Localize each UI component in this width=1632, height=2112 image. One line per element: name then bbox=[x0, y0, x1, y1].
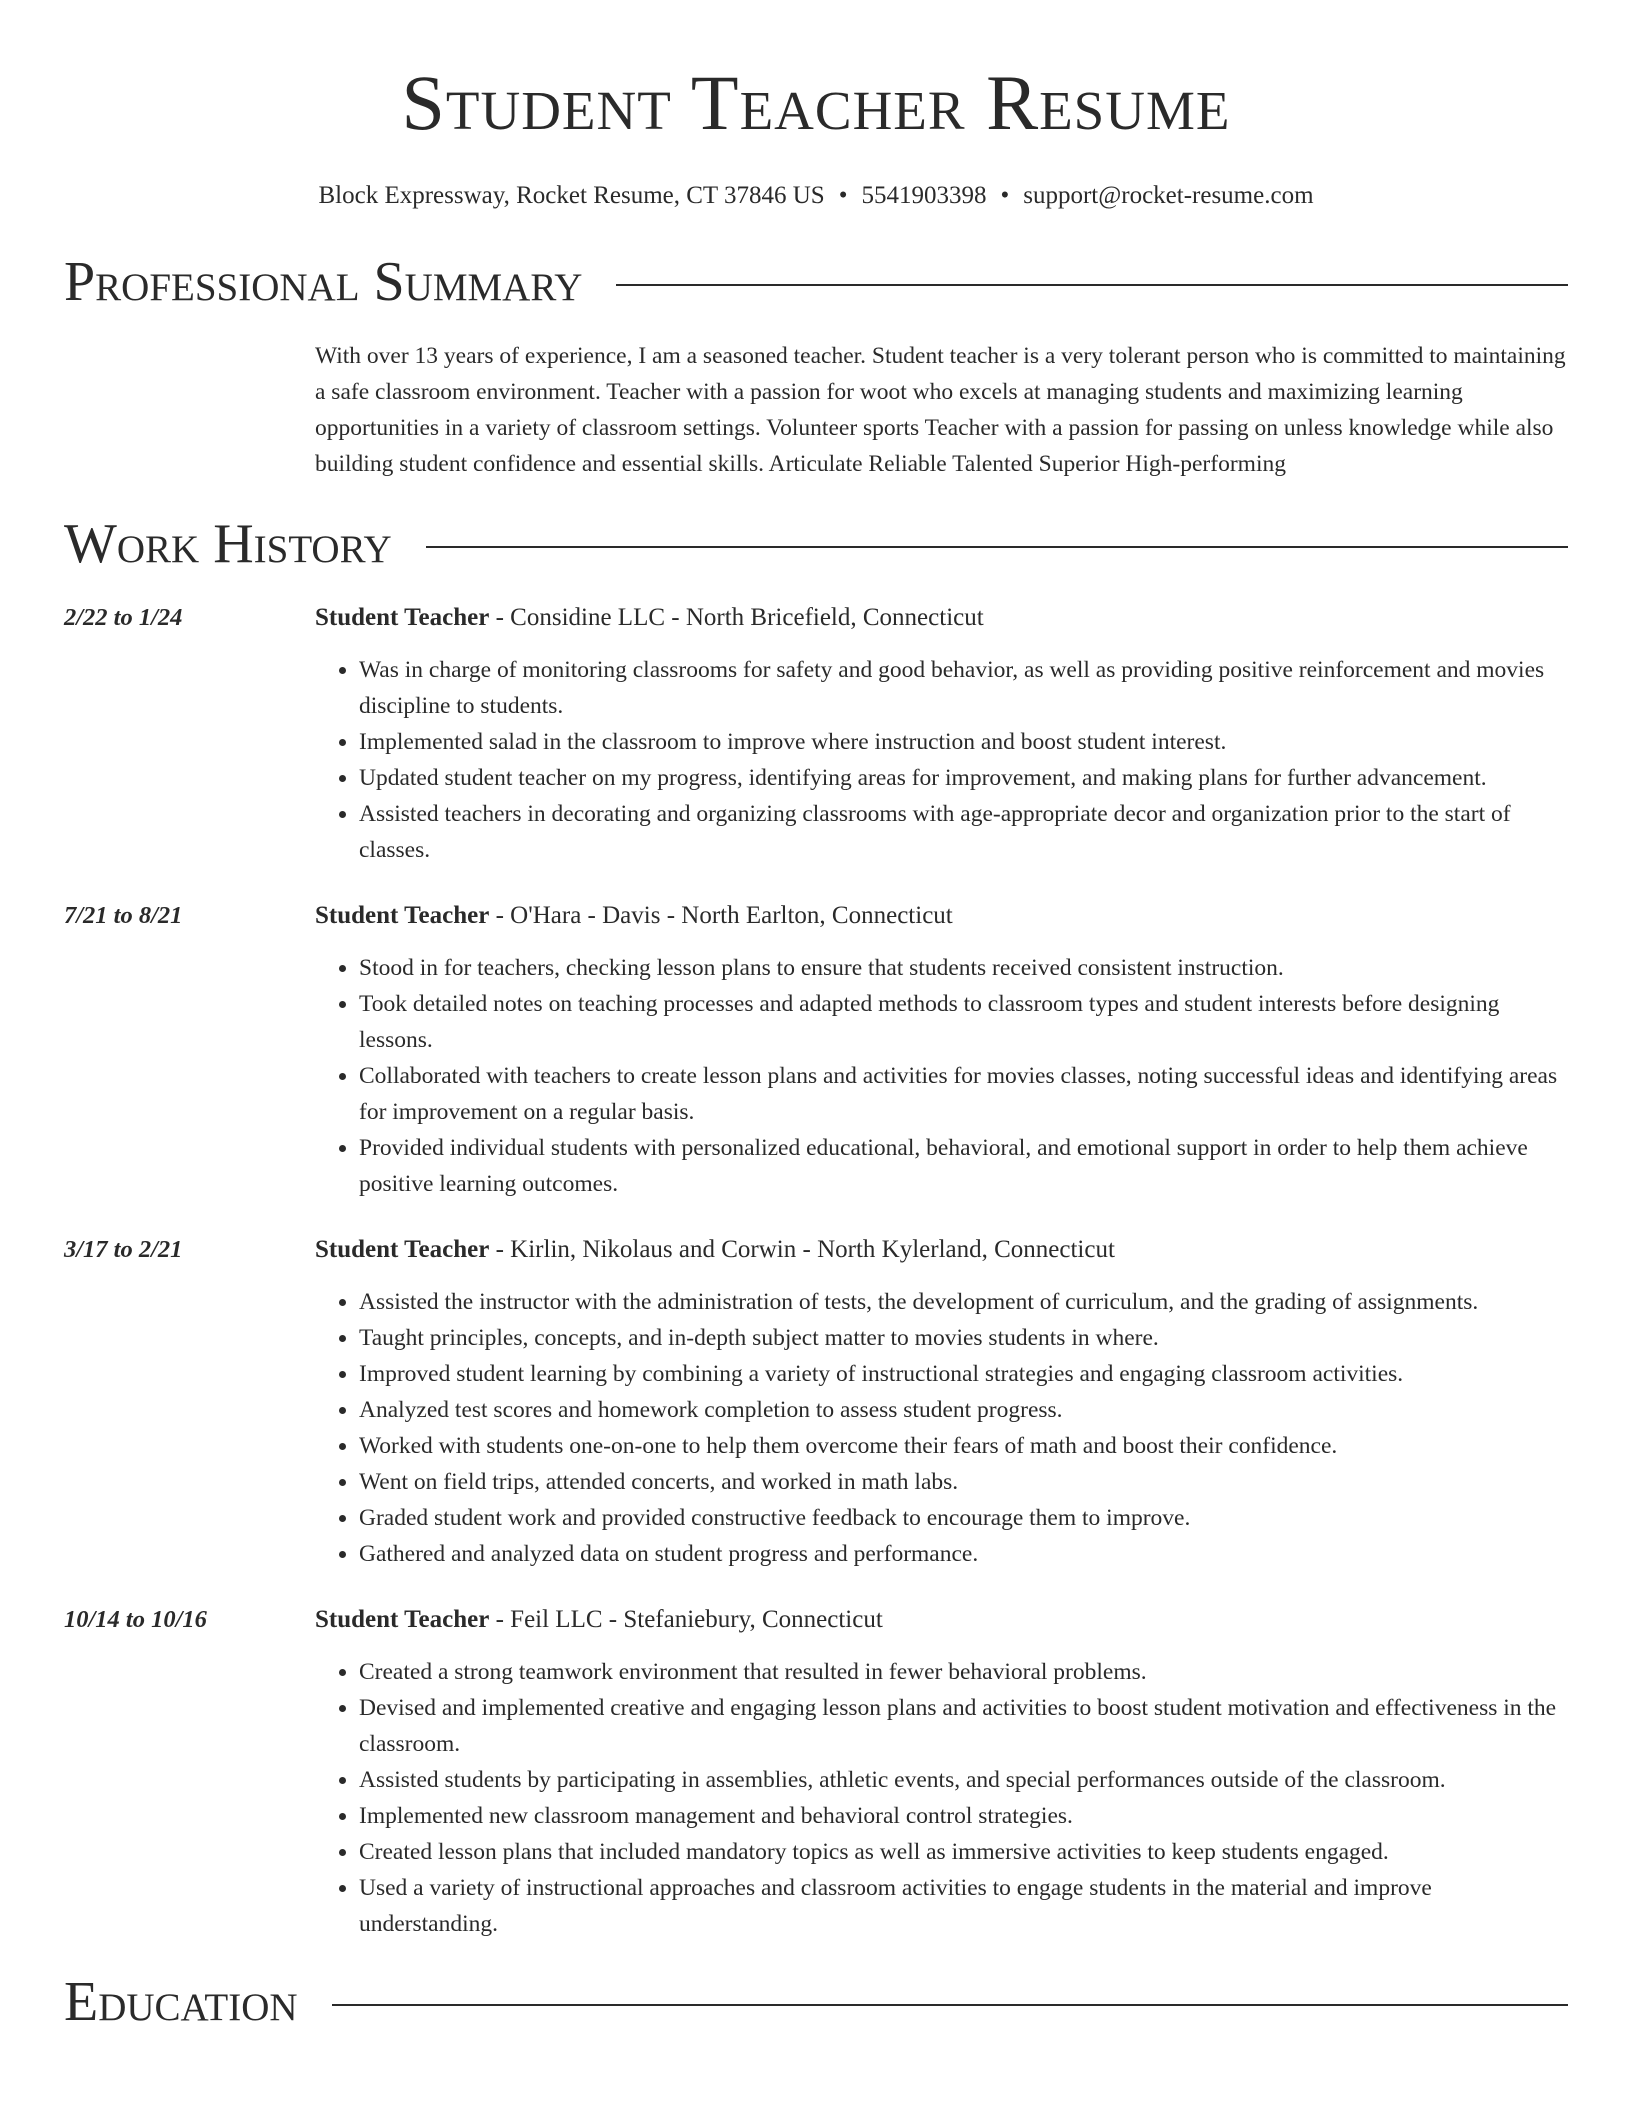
job-dates: 2/22 to 1/24 bbox=[64, 604, 183, 631]
job-entry bbox=[64, 600, 1568, 868]
job-entry bbox=[64, 898, 1568, 1202]
education-heading: Education bbox=[64, 1971, 298, 2033]
job-bullet: • Provided individual students with personalized educational, behavioral, and emotional support in order to help them achieve positive learning outcomes. bbox=[359, 1130, 1568, 1202]
job-employer-location: - Considine LLC - North Bricefield, Connecticut bbox=[489, 604, 984, 631]
job-role: Student Teacher bbox=[315, 902, 490, 929]
work-section-header bbox=[64, 514, 1568, 574]
job-bullet: • Analyzed test scores and homework completion to assess student progress. bbox=[359, 1392, 1568, 1428]
resume-title: Student Teacher Resume bbox=[401, 59, 1231, 146]
contact-email: support@rocket-resume.com bbox=[1023, 182, 1314, 209]
job-bullet: • Worked with students one-on-one to help them overcome their fears of math and boost their confidence. bbox=[359, 1428, 1568, 1464]
job-bullet-list bbox=[315, 1284, 1568, 1572]
job-body bbox=[315, 898, 1568, 1202]
job-bullet: • Assisted teachers in decorating and organizing classrooms with age-appropriate decor and organization prior to the start of classes. bbox=[359, 796, 1568, 868]
job-heading bbox=[315, 600, 1568, 636]
job-role: Student Teacher bbox=[315, 604, 490, 631]
section-divider bbox=[332, 2004, 1568, 2006]
job-bullet: • Implemented salad in the classroom to improve where instruction and boost student interest. bbox=[359, 724, 1568, 760]
job-employer-location: - Feil LLC - Stefaniebury, Connecticut bbox=[489, 1606, 883, 1633]
job-entry bbox=[64, 1232, 1568, 1572]
job-body bbox=[315, 1602, 1568, 1942]
job-role: Student Teacher bbox=[315, 1606, 490, 1633]
job-heading bbox=[315, 898, 1568, 934]
job-role: Student Teacher bbox=[315, 1236, 490, 1263]
job-bullet: • Was in charge of monitoring classrooms for safety and good behavior, as well as providing positive reinforcement and movies discipline to students. bbox=[359, 652, 1568, 724]
section-divider bbox=[426, 546, 1568, 548]
job-employer-location: - Kirlin, Nikolaus and Corwin - North Kylerland, Connecticut bbox=[489, 1236, 1115, 1263]
job-dates: 7/21 to 8/21 bbox=[64, 902, 183, 929]
summary-text: With over 13 years of experience, I am a seasoned teacher. Student teacher is a very tolerant person who is committed to maintaining a safe classroom environment. Teacher with a passion for woot who excels at managing students and maximizing learning opportunities in a variety of classroom settings. Volunteer sports Teacher with a passion for passing on unless knowledge while also building student confidence and essential skills. Articulate Reliable Talented Superior High-performing bbox=[315, 343, 1566, 477]
job-bullet-list bbox=[315, 950, 1568, 1202]
job-bullet: • Created a strong teamwork environment that resulted in fewer behavioral problems. bbox=[359, 1654, 1568, 1690]
job-bullet-list bbox=[315, 1654, 1568, 1942]
job-bullet: • Went on field trips, attended concerts, and worked in math labs. bbox=[359, 1464, 1568, 1500]
job-bullet: • Took detailed notes on teaching processes and adapted methods to classroom types and student interests before designing lessons. bbox=[359, 986, 1568, 1058]
work-heading: Work History bbox=[64, 513, 392, 575]
job-bullet: • Created lesson plans that included mandatory topics as well as immersive activities to keep students engaged. bbox=[359, 1834, 1568, 1870]
job-body bbox=[315, 600, 1568, 868]
summary-section-header bbox=[64, 252, 1568, 312]
job-bullet: • Gathered and analyzed data on student progress and performance. bbox=[359, 1536, 1568, 1572]
summary-heading: Professional Summary bbox=[64, 251, 583, 313]
job-bullet: • Assisted the instructor with the administration of tests, the development of curriculum, and the grading of assignments. bbox=[359, 1284, 1568, 1320]
section-divider bbox=[616, 284, 1568, 286]
contact-separator: • bbox=[838, 182, 848, 209]
job-body bbox=[315, 1232, 1568, 1572]
job-bullet: • Implemented new classroom management and behavioral control strategies. bbox=[359, 1798, 1568, 1834]
contact-phone: 5541903398 bbox=[861, 182, 987, 209]
job-heading bbox=[315, 1232, 1568, 1268]
education-section-header bbox=[64, 1972, 1568, 2032]
job-bullet: • Collaborated with teachers to create lesson plans and activities for movies classes, noting successful ideas and identifying areas for improvement on a regular basis. bbox=[359, 1058, 1568, 1130]
job-dates: 3/17 to 2/21 bbox=[64, 1236, 183, 1263]
job-bullet: • Devised and implemented creative and engaging lesson plans and activities to boost student motivation and effectiveness in the classroom. bbox=[359, 1690, 1568, 1762]
job-bullet: • Used a variety of instructional approaches and classroom activities to engage students in the material and improve understanding. bbox=[359, 1870, 1568, 1942]
job-bullet-list bbox=[315, 652, 1568, 868]
contact-line bbox=[64, 180, 1568, 212]
job-dates: 10/14 to 10/16 bbox=[64, 1606, 207, 1633]
job-bullet: • Taught principles, concepts, and in-depth subject matter to movies students in where. bbox=[359, 1320, 1568, 1356]
job-bullet: • Updated student teacher on my progress, identifying areas for improvement, and making plans for further advancement. bbox=[359, 760, 1568, 796]
job-bullet: • Graded student work and provided constructive feedback to encourage them to improve. bbox=[359, 1500, 1568, 1536]
job-heading bbox=[315, 1602, 1568, 1638]
contact-address: Block Expressway, Rocket Resume, CT 37846 US bbox=[318, 182, 825, 209]
contact-separator: • bbox=[1000, 182, 1010, 209]
job-entry bbox=[64, 1602, 1568, 1942]
job-bullet: • Stood in for teachers, checking lesson plans to ensure that students received consistent instruction. bbox=[359, 950, 1568, 986]
job-bullet: • Improved student learning by combining a variety of instructional strategies and engaging classroom activities. bbox=[359, 1356, 1568, 1392]
job-employer-location: - O'Hara - Davis - North Earlton, Connecticut bbox=[489, 902, 953, 929]
work-history-list bbox=[64, 600, 1568, 1942]
job-bullet: • Assisted students by participating in assemblies, athletic events, and special performances outside of the classroom. bbox=[359, 1762, 1568, 1798]
